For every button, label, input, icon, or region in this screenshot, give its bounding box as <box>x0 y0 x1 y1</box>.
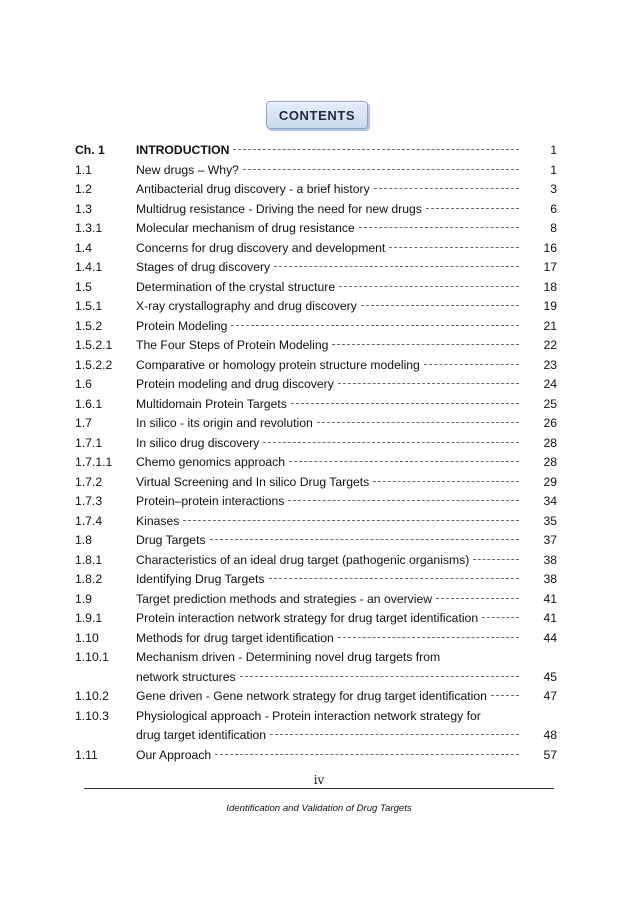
toc-entry-number: 1.5.2.2 <box>75 357 113 372</box>
toc-entry-number: 1.1 <box>75 162 92 177</box>
toc-entry-number: 1.7 <box>75 416 92 430</box>
toc-entry[interactable] <box>75 296 557 316</box>
toc-entry-number: 1.5.2 <box>75 318 103 333</box>
toc-entry-title: Molecular mechanism of drug resistance <box>136 221 355 235</box>
toc-entry-title: Protein–protein interactions <box>136 494 285 508</box>
toc-entry-page: 23 <box>543 357 557 372</box>
dot-leader <box>491 695 519 696</box>
toc-entry-title: Mechanism driven - Determining novel drug targets from <box>136 650 441 664</box>
toc-entry-number: 1.5.1 <box>75 299 103 313</box>
page-number: iv <box>313 773 325 787</box>
toc-entry[interactable] <box>75 218 557 238</box>
toc-entry-title: Protein interaction network strategy for drug target identification <box>136 611 479 625</box>
toc-entry-number: 1.5 <box>75 279 92 294</box>
toc-entry-title: Multidrug resistance - Driving the need for new drugs <box>136 201 422 216</box>
toc-entry-page: 41 <box>543 611 557 625</box>
toc-entry[interactable] <box>75 725 557 745</box>
dot-leader <box>210 539 519 540</box>
toc-entry-number: 1.7.2 <box>75 474 103 489</box>
toc-entry-page: 38 <box>543 572 557 586</box>
toc-entry-number: 1.7.1 <box>75 435 103 450</box>
dot-leader <box>291 403 519 404</box>
toc-entry-page: 17 <box>543 260 557 274</box>
toc-entry-number: 1.7.1.1 <box>75 455 113 469</box>
toc-entry-number: 1.2 <box>75 182 92 196</box>
toc-entry[interactable] <box>75 608 557 628</box>
toc-entry-title: network structures <box>136 669 236 684</box>
toc-entry-number: 1.9.1 <box>75 611 103 625</box>
toc-entry[interactable] <box>75 745 557 765</box>
toc-entry[interactable] <box>75 238 557 258</box>
toc-entry-title: In silico - its origin and revolution <box>136 416 313 430</box>
toc-entry-number: 1.6 <box>75 377 92 391</box>
toc-entry-page: 1 <box>550 143 557 157</box>
toc-entry-page: 6 <box>550 201 557 216</box>
toc-entry-page: 21 <box>543 318 557 333</box>
toc-entry[interactable] <box>75 472 557 492</box>
toc-entry-title: The Four Steps of Protein Modeling <box>136 338 329 352</box>
toc-entry-number: 1.5.2.1 <box>75 338 113 352</box>
footer-rule <box>84 788 554 789</box>
toc-entry-number: 1.6.1 <box>75 396 103 411</box>
toc-entry-number: 1.7.3 <box>75 494 103 508</box>
toc-entry-number: 1.10.2 <box>75 689 109 703</box>
toc-entry-page: 57 <box>543 747 557 762</box>
toc-entry-number: Ch. 1 <box>75 143 105 157</box>
toc-entry[interactable] <box>75 550 557 570</box>
toc-entry-title: Identifying Drug Targets <box>136 572 265 586</box>
dot-leader <box>332 344 519 345</box>
toc-entry-title: Drug Targets <box>136 533 206 547</box>
toc-entry-page: 48 <box>543 728 557 742</box>
toc-entry-page: 37 <box>543 533 557 547</box>
toc-entry[interactable] <box>75 511 557 531</box>
dot-leader <box>339 286 519 287</box>
toc-entry-title: Determination of the crystal structure <box>136 279 336 294</box>
toc-entry-page: 28 <box>543 455 557 469</box>
toc-entry[interactable] <box>75 628 557 648</box>
toc-entry[interactable] <box>75 160 557 180</box>
toc-entry-number: 1.9 <box>75 591 92 606</box>
toc-entry-title: Protein Modeling <box>136 318 228 333</box>
toc-entry[interactable] <box>75 257 557 277</box>
toc-entry-page: 8 <box>550 221 557 235</box>
toc-entry[interactable] <box>75 316 557 336</box>
dot-leader <box>436 598 519 599</box>
toc-entry[interactable] <box>75 589 557 609</box>
toc-entry[interactable] <box>75 569 557 589</box>
dot-leader <box>482 617 519 618</box>
table-of-contents <box>75 140 557 764</box>
toc-entry-page: 26 <box>543 416 557 430</box>
toc-entry[interactable] <box>75 433 557 453</box>
toc-entry-page: 29 <box>543 474 557 489</box>
toc-entry-page: 41 <box>543 591 557 606</box>
toc-entry[interactable] <box>75 140 557 160</box>
dot-leader <box>231 325 519 326</box>
toc-entry-title: Stages of drug discovery <box>136 260 271 274</box>
toc-entry-title: Kinases <box>136 513 180 528</box>
toc-entry-title: Antibacterial drug discovery - a brief history <box>136 182 370 196</box>
toc-entry-page: 38 <box>543 552 557 567</box>
toc-entry-page: 16 <box>543 240 557 255</box>
contents-heading: CONTENTS <box>266 101 368 129</box>
toc-entry-title: Gene driven - Gene network strategy for drug target identification <box>136 689 487 703</box>
dot-leader <box>243 169 519 170</box>
toc-entry-title: Characteristics of an ideal drug target (pathogenic organisms) <box>136 552 470 567</box>
toc-entry[interactable] <box>75 706 557 726</box>
dot-leader <box>289 461 519 462</box>
toc-entry-number: 1.10 <box>75 630 99 645</box>
toc-entry-page: 47 <box>543 689 557 703</box>
toc-entry-title: New drugs – Why? <box>136 162 239 177</box>
toc-entry-title: Virtual Screening and In silico Drug Targets <box>136 474 370 489</box>
toc-entry[interactable] <box>75 667 557 687</box>
toc-entry-number: 1.8 <box>75 533 92 547</box>
toc-entry-number: 1.4.1 <box>75 260 103 274</box>
toc-entry-title: Our Approach <box>136 747 212 762</box>
dot-leader <box>359 227 519 228</box>
dot-leader <box>424 364 519 365</box>
toc-entry-number: 1.11 <box>75 747 98 762</box>
toc-entry-title: Physiological approach - Protein interaction network strategy for <box>136 708 481 723</box>
dot-leader <box>373 481 519 482</box>
toc-entry-title: Methods for drug target identification <box>136 630 334 645</box>
toc-entry-title: Protein modeling and drug discovery <box>136 377 334 391</box>
toc-entry[interactable] <box>75 355 557 375</box>
toc-entry-page: 18 <box>543 279 557 294</box>
dot-leader <box>338 637 519 638</box>
dot-leader <box>317 422 519 423</box>
toc-entry-title: X-ray crystallography and drug discovery <box>136 299 357 313</box>
toc-entry-number: 1.3 <box>75 201 92 216</box>
dot-leader <box>270 734 519 735</box>
toc-entry-title: In silico drug discovery <box>136 435 260 450</box>
toc-entry[interactable] <box>75 647 557 667</box>
dot-leader <box>183 520 519 521</box>
footer-book-title: Identification and Validation of Drug Targets <box>226 803 412 814</box>
toc-entry-number: 1.8.2 <box>75 572 103 586</box>
toc-entry[interactable] <box>75 452 557 472</box>
toc-entry[interactable] <box>75 179 557 199</box>
dot-leader <box>361 305 519 306</box>
toc-entry-page: 1 <box>550 162 557 177</box>
toc-entry[interactable] <box>75 374 557 394</box>
toc-entry-title: Multidomain Protein Targets <box>136 396 287 411</box>
toc-entry[interactable] <box>75 530 557 550</box>
dot-leader <box>263 442 519 443</box>
toc-entry[interactable] <box>75 335 557 355</box>
toc-entry-page: 34 <box>543 494 557 508</box>
toc-entry-title: INTRODUCTION <box>136 143 230 157</box>
toc-entry-title: drug target identification <box>136 728 267 742</box>
dot-leader <box>473 559 519 560</box>
toc-entry-page: 44 <box>543 630 557 645</box>
toc-entry-page: 3 <box>550 182 557 196</box>
toc-entry-page: 25 <box>543 396 557 411</box>
dot-leader <box>274 266 519 267</box>
toc-entry[interactable] <box>75 199 557 219</box>
toc-entry-number: 1.10.3 <box>75 708 109 723</box>
dot-leader <box>374 188 519 189</box>
toc-entry-number: 1.4 <box>75 240 92 255</box>
dot-leader <box>288 500 519 501</box>
dot-leader <box>389 247 519 248</box>
toc-entry-number: 1.7.4 <box>75 513 103 528</box>
dot-leader <box>240 676 519 677</box>
toc-entry-number: 1.10.1 <box>75 650 109 664</box>
dot-leader <box>233 149 519 150</box>
toc-entry[interactable] <box>75 413 557 433</box>
toc-entry[interactable] <box>75 686 557 706</box>
toc-entry-number: 1.8.1 <box>75 552 103 567</box>
toc-entry-page: 45 <box>543 669 557 684</box>
toc-entry-page: 35 <box>543 513 557 528</box>
dot-leader <box>426 208 519 209</box>
toc-entry[interactable] <box>75 394 557 414</box>
toc-entry-page: 24 <box>543 377 557 391</box>
toc-entry-title: Concerns for drug discovery and development <box>136 240 386 255</box>
toc-entry-title: Target prediction methods and strategies - an overview <box>136 591 433 606</box>
toc-entry-title: Comparative or homology protein structure modeling <box>136 357 420 372</box>
toc-entry-number: 1.3.1 <box>75 221 103 235</box>
toc-entry-page: 19 <box>543 299 557 313</box>
toc-entry-page: 22 <box>543 338 557 352</box>
toc-entry-title: Chemo genomics approach <box>136 455 286 469</box>
dot-leader <box>269 578 520 579</box>
dot-leader <box>215 754 519 755</box>
dot-leader <box>338 383 519 384</box>
toc-entry-page: 28 <box>543 435 557 450</box>
toc-entry[interactable] <box>75 491 557 511</box>
toc-entry[interactable] <box>75 277 557 297</box>
